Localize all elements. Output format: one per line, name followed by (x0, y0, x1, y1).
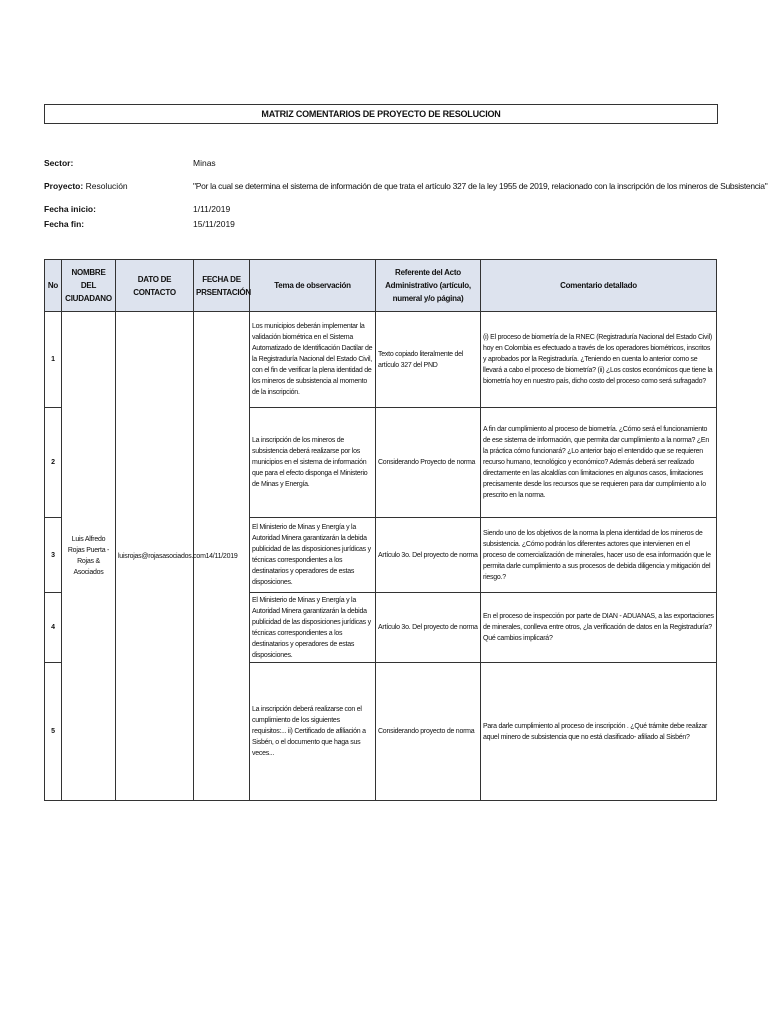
fecha-inicio-label: Fecha inicio: (44, 204, 96, 214)
tema-cell: La inscripción de los mineros de subsistencia deberá realizarse por los municipios en el sistema de información que para el efecto disponga el Ministerio de Minas y Energía. (250, 408, 376, 518)
ciudadano-cell: Luis Alfredo Rojas Puerta - Rojas & Asociados (62, 312, 116, 801)
tema-cell: La inscripción deberá realizarse con el cumplimiento de los siguientes requisitos:... ii) Certificado de afiliación a Sisbén, o el documento que haga sus veces... (250, 663, 376, 801)
fecha-inicio-value: 1/11/2019 (193, 204, 231, 214)
tema-cell: Los municipios deberán implementar la validación biométrica en el Sistema Automatizado de Identificación Dactilar de la Registraduría Nacional del Estado Civil, con el fin de verificar la plena identidad de los mineros de subsistencia al momento de la inscripción. (250, 312, 376, 408)
row-number: 1 (45, 312, 62, 408)
referente-cell: Considerando proyecto de norma (376, 663, 481, 801)
contacto-cell: luisrojas@rojasasociados.com (116, 312, 194, 801)
referente-cell: Texto copiado literalmente del artículo 327 del PND (376, 312, 481, 408)
header-no: No (45, 260, 62, 312)
header-referente: Referente del Acto Administrativo (artículo, numeral y/o página) (376, 260, 481, 312)
header-tema: Tema de observación (250, 260, 376, 312)
row-number: 2 (45, 408, 62, 518)
sector-label: Sector: (44, 158, 74, 168)
header-contacto: DATO DE CONTACTO (116, 260, 194, 312)
comentario-cell: En el proceso de inspección por parte de DIAN - ADUANAS, a las exportaciones de minerales, conlleva entre otros, ¿la verificación de datos en la Registraduría? Qué cambios implicará? (481, 593, 717, 663)
table-row (45, 312, 717, 408)
comentario-cell: A fin dar cumplimiento al proceso de biometría. ¿Cómo será el funcionamiento de ese sistema de información, que permita dar cumplimiento a la norma? ¿En la práctica cómo funcionará? ¿Lo anterior bajo el entendido que se requieren recurso humano, tecnológico y económico? Además deberá ser realizado directamente en las alcaldías con limitaciones en algunos casos, limitaciones precisamente desde los recursos que se requieren para dar cumplimiento a lo prescrito en la norma. (481, 408, 717, 518)
proyecto-label: Proyecto: Resolución (44, 181, 128, 191)
comments-table (44, 259, 717, 801)
comentario-cell: Para darle cumplimiento al proceso de inscripción . ¿Qué trámite debe realizar aquel minero de subsistencia que no está clasificado- afiliado al Sisbén? (481, 663, 717, 801)
sector-value: Minas (193, 158, 216, 168)
header-fecha: FECHA DE PRSENTACIÓN (194, 260, 250, 312)
fecha-cell: 14/11/2019 (194, 312, 250, 801)
page-title: MATRIZ COMENTARIOS DE PROYECTO DE RESOLUCION (44, 104, 718, 124)
proyecto-value: "Por la cual se determina el sistema de información de que trata el artículo 327 de la ley 1955 de 2019, relacionado con la inscripción de los mineros de Subsistencia" (193, 181, 768, 191)
comentario-cell: Siendo uno de los objetivos de la norma la plena identidad de los mineros de subsistencia. ¿Cómo podrán los diferentes actores que intervienen en el proceso de comercialización de minerales, hacer uso de esa información que le permita darle cumplimiento a sus procesos de debida diligencia y mitigación del riesgo.? (481, 518, 717, 593)
row-number: 3 (45, 518, 62, 593)
header-nombre: NOMBRE DEL CIUDADANO (62, 260, 116, 312)
tema-cell: El Ministerio de Minas y Energía y la Autoridad Minera garantizarán la debida publicidad de las disposiciones jurídicas y técnicas correspondientes a los destinatarios y operadores de estas disposiciones. (250, 593, 376, 663)
comentario-cell: (i) El proceso de biometría de la RNEC (Registraduría Nacional del Estado Civil) hoy en Colombia es efectuado a través de los operadores biométricos, inscritos y aprobados por la Registraduría. ¿Teniendo en cuenta lo anterior como se llevará a cabo el proceso de biometría? (ii) ¿Los costos económicos que tiene la biometría hoy en nuestro país, dicho costo del proceso como será sufragado? (481, 312, 717, 408)
fecha-fin-label: Fecha fin: (44, 219, 85, 229)
header-comentario: Comentario detallado (481, 260, 717, 312)
proyecto-type: Resolución (85, 181, 128, 191)
referente-cell: Artículo 3o. Del proyecto de norma (376, 518, 481, 593)
row-number: 4 (45, 593, 62, 663)
row-number: 5 (45, 663, 62, 801)
fecha-fin-value: 15/11/2019 (193, 219, 235, 229)
tema-cell: El Ministerio de Minas y Energía y la Autoridad Minera garantizarán la debida publicidad de las disposiciones jurídicas y técnicas correspondientes a los destinatarios y operadores de estas disposiciones. (250, 518, 376, 593)
referente-cell: Considerando Proyecto de norma (376, 408, 481, 518)
referente-cell: Artículo 3o. Del proyecto de norma (376, 593, 481, 663)
table-header-row (45, 260, 717, 312)
